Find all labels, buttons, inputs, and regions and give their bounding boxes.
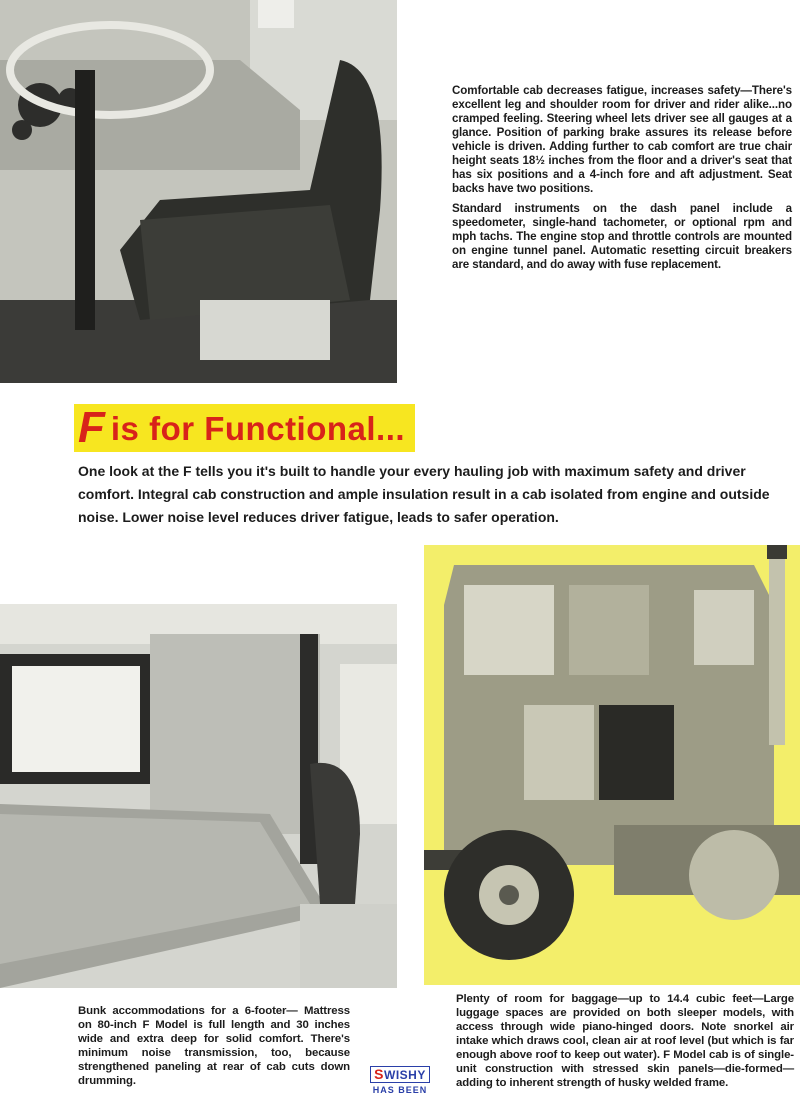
baggage-caption: Plenty of room for baggage—up to 14.4 cubic feet—Large luggage spaces are provided on both sleeper models, with access through wide piano-hinged doors. Note snorkel air intake which draws cool, clean air at roof level (but which is far enough above roof to keep out water). F Model cab is of single-unit construction with stressed skin panels—die-formed—adding to inherent strength of husky welded frame. [456,993,794,1089]
logo-mark: SWISHY [370,1066,430,1083]
logo-tagline: HAS BEEN [372,1085,428,1095]
headline-banner [74,404,415,452]
headline-letter: F [78,403,105,452]
truck-exterior-photo [424,545,800,985]
headline-text: is for Functional... [110,409,406,447]
headline [74,402,415,454]
bunk-caption: Bunk accommodations for a 6-footer— Mattress on 80-inch F Model is full length and 30 inches wide and extra deep for solid comfort. There's minimum noise transmission, too, because strengthened paneling at rear of cab cuts down drumming. [78,1005,350,1087]
cab-interior-photo [0,0,397,383]
intro-paragraph: One look at the F tells you it's built to handle your every hauling job with maximum safety and driver comfort. Integral cab construction and ample insulation result in a cab isolated from engine and outside noise. Lower noise level reduces driver fatigue, leads to safer operation. [78,463,770,525]
swishy-logo [368,1066,432,1098]
cab-description [452,84,792,278]
instruments-paragraph: Standard instruments on the dash panel include a speedometer, single-hand tachometer, or optional rpm and mph tachs. The engine stop and throttle controls are mounted on engine tunnel panel. Automatic resetting circuit breakers are standard, and do away with fuse replacement. [452,202,792,271]
cab-comfort-paragraph: Comfortable cab decreases fatigue, increases safety—There's excellent leg and shoulder room for driver and rider alike...no cramped feeling. Steering wheel lets driver see all gauges at a glance. Position of parking brake assures its release before vehicle is driven. Adding further to cab comfort are true chair height seats 18½ inches from the floor and a driver's seat that has six positions and a 4-inch fore and aft adjustment. Seat backs have two positions. [452,84,792,195]
bunk-photo [0,604,397,988]
